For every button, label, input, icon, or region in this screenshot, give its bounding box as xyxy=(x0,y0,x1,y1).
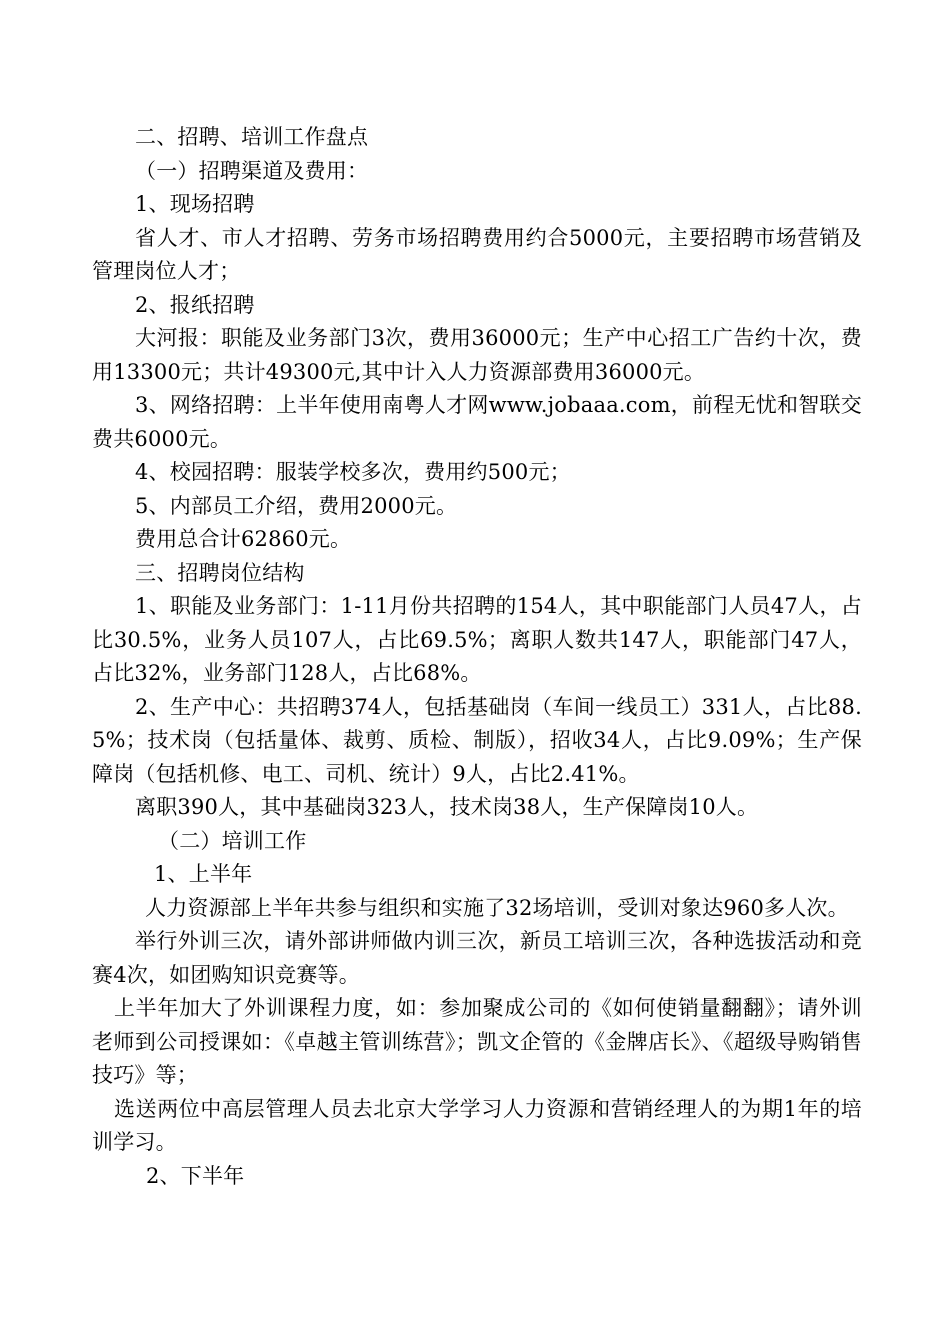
structure-leavers-paragraph: 离职390人，其中基础岗323人，技术岗38人，生产保障岗10人。 xyxy=(135,795,759,819)
training-h1-pku: 选送两位中高层管理人员去北京大学学习人力资源和营销经理人的为期1年的培训学习。 xyxy=(92,1096,862,1154)
item-onsite-heading: 1、现场招聘 xyxy=(135,192,255,216)
total-cost-paragraph: 费用总合计62860元。 xyxy=(135,527,352,551)
section-2-heading: 二、招聘、培训工作盘点 xyxy=(135,125,369,149)
item-newspaper-heading: 2、报纸招聘 xyxy=(135,292,255,317)
training-h1-external: 上半年加大了外训课程力度，如：参加聚成公司的《如何使销量翻翻》；请外训老师到公司授课如：《卓越主管训练营》；凯文企管的《金牌店长》、《超级导购销售技巧》等； xyxy=(92,996,862,1087)
item-online-paragraph: 3、网络招聘：上半年使用南粤人才网www.jobaaa.com，前程无忧和智联交费共6000元。 xyxy=(92,393,862,451)
training-h2-heading: 2、下半年 xyxy=(146,1163,245,1188)
training-h1-activities: 举行外训三次，请外部讲师做内训三次，新员工培训三次，各种选拔活动和竞赛4次，如团购知识竞赛等。 xyxy=(92,929,862,987)
structure-production-paragraph: 2、生产中心：共招聘374人，包括基础岗（车间一线员工）331人，占比88.5%；技术岗（包括量体、裁剪、质检、制版），招收34人，占比9.09%；生产保障岗（包括机修、电工、司机、统计）9人，占比2.41%。 xyxy=(92,694,862,786)
item-campus-paragraph: 4、校园招聘：服装学校多次，费用约500元； xyxy=(135,460,571,484)
section-3-heading: 三、招聘岗位结构 xyxy=(135,560,305,585)
structure-functional-paragraph: 1、职能及业务部门：1-11月份共招聘的154人，其中职能部门人员47人，占比30.5%，业务人员107人，占比69.5%；离职人数共147人，职能部门47人，占比32%，业务部门128人，占比68%。 xyxy=(92,594,862,685)
subsection-2-heading: （二）培训工作 xyxy=(158,828,307,853)
item-onsite-body: 省人才、市人才招聘、劳务市场招聘费用约合5000元，主要招聘市场营销及管理岗位人才； xyxy=(92,225,862,283)
subsection-1-heading: （一）招聘渠道及费用： xyxy=(135,158,369,183)
item-referral-paragraph: 5、内部员工介绍，费用2000元。 xyxy=(135,493,458,518)
training-h1-summary: 人力资源部上半年共参与组织和实施了32场培训，受训对象达960多人次。 xyxy=(145,895,849,920)
document-body xyxy=(92,121,862,1193)
item-newspaper-body: 大河报：职能及业务部门3次，费用36000元；生产中心招工广告约十次，费用13300元；共计49300元,其中计入人力资源部费用36000元。 xyxy=(92,326,862,384)
training-h1-heading: 1、上半年 xyxy=(154,862,253,886)
